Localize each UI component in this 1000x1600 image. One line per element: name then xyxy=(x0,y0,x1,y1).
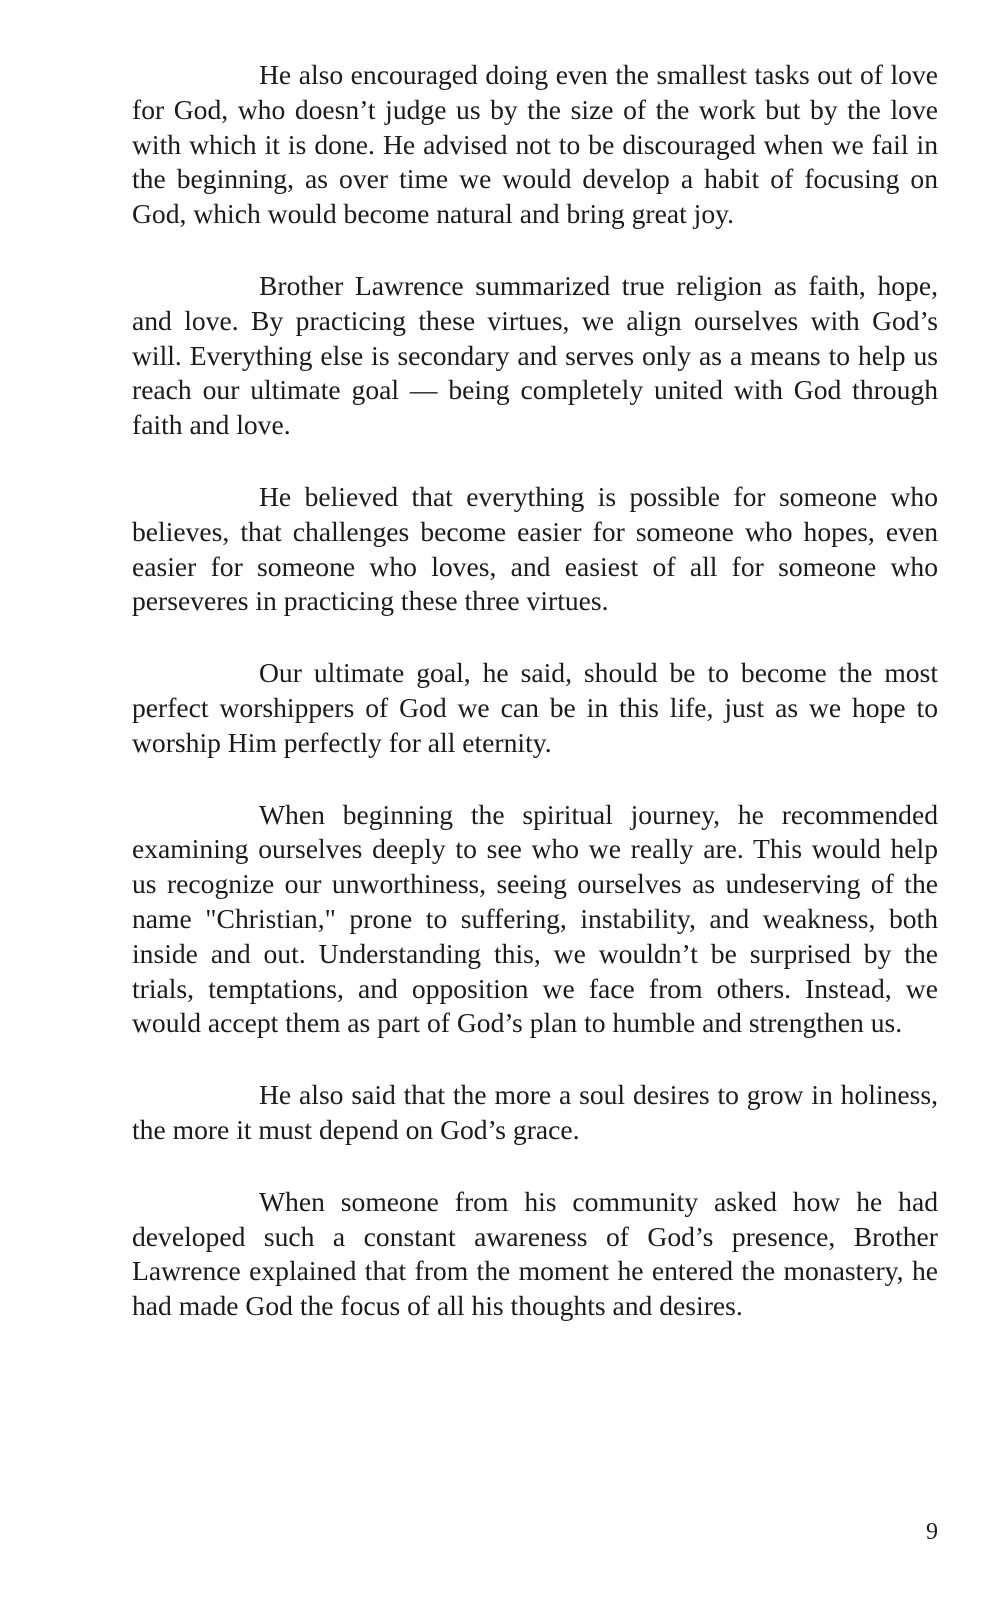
body-text xyxy=(132,58,938,1361)
paragraph-7: When someone from his community asked how he had developed such a constant awareness of God’s presence, Brother Lawrence explained that from the moment he entered the monastery, he had made God the focus of all his thoughts and desires. xyxy=(132,1185,938,1322)
page-number: 9 xyxy=(926,1519,938,1545)
paragraph-4: Our ultimate goal, he said, should be to become the most perfect worshippers of God we can be in this life, just as we hope to worship Him perfectly for all eternity. xyxy=(132,657,938,758)
paragraph-2: Brother Lawrence summarized true religion as faith, hope, and love. By practicing these virtues, we align ourselves with God’s will. Everything else is secondary and serves only as a means to help us reach our ultimate goal — being completely united with God through faith and love. xyxy=(132,269,938,441)
paragraph-3: He believed that everything is possible for someone who believes, that challenges become easier for someone who hopes, even easier for someone who loves, and easiest of all for someone who perseveres in practicing these three virtues. xyxy=(132,480,938,617)
paragraph-1: He also encouraged doing even the smallest tasks out of love for God, who doesn’t judge us by the size of the work but by the love with which it is done. He advised not to be discouraged when we fail in the beginning, as over time we would develop a habit of focusing on God, which would become natural and bring great joy. xyxy=(132,59,938,230)
paragraph-5: When beginning the spiritual journey, he recommended examining ourselves deeply to see who we really are. This would help us recognize our unworthiness, seeing ourselves as undeserving of the name "Christian," prone to suffering, instability, and weakness, both inside and out. Understanding this, we wouldn’t be surprised by the trials, temptations, and opposition we face from others. Instead, we would accept them as part of God’s plan to humble and strengthen us. xyxy=(132,798,938,1039)
paragraph-6: He also said that the more a soul desires to grow in holiness, the more it must depend on God’s grace. xyxy=(132,1079,938,1145)
